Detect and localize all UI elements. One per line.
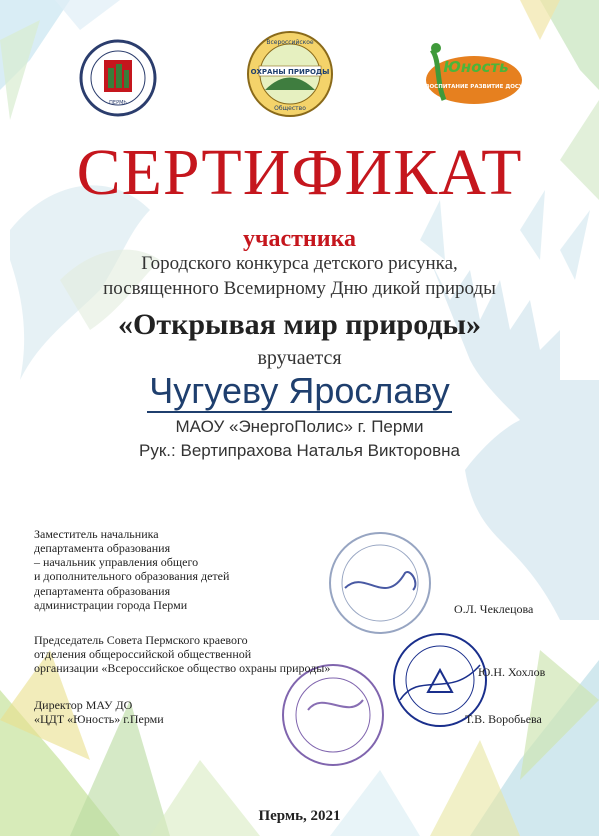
signature-2-line-1: Председатель Совета Пермского краевого bbox=[34, 633, 248, 647]
department-of-education-emblem-icon bbox=[78, 38, 158, 118]
signature-1-line-1: Заместитель начальника bbox=[34, 527, 159, 541]
signature-1-line-6: администрации города Перми bbox=[34, 597, 188, 612]
signature-1-line-4: и дополнительного образования детей bbox=[34, 569, 230, 584]
signature-1-line-5: департамента образования bbox=[34, 583, 171, 598]
awarded-label: вручается bbox=[257, 347, 342, 369]
society-bottom-text: Общество bbox=[274, 105, 306, 112]
signature-1-line-2: департамента образования bbox=[34, 541, 171, 556]
intro-line-1: Городского конкурса детского рисунка, bbox=[141, 253, 458, 274]
participant-label: участника bbox=[242, 226, 357, 252]
certificate-title: СЕРТИФИКАТ bbox=[76, 136, 523, 209]
intro-line-2: посвященного Всемирному Дню дикой природы bbox=[103, 278, 496, 299]
department-education-logo bbox=[78, 38, 158, 118]
signature-3-line-1: Директор МАУ ДО bbox=[34, 698, 133, 712]
recipient-name-text: Чугуеву Ярославу bbox=[149, 370, 450, 411]
yunost-logo bbox=[414, 40, 524, 110]
signature-3-name: Т.В. Воробьева bbox=[465, 712, 542, 726]
yunost-title-text: Юность bbox=[443, 58, 509, 76]
signature-block-3 bbox=[34, 698, 164, 726]
nature-society-logo bbox=[245, 30, 335, 122]
signature-1-name: О.Л. Чеклецова bbox=[454, 602, 534, 616]
signature-2-name: Ю.Н. Хохлов bbox=[478, 665, 546, 679]
contest-name: «Открывая мир природы» bbox=[118, 308, 481, 341]
stamp-yunost bbox=[278, 660, 388, 770]
signature-2-line-3: организации «Всероссийское общество охраны природы» bbox=[34, 661, 331, 676]
signature-block-2 bbox=[34, 633, 330, 675]
signature-1-line-3: – начальник управления общего bbox=[34, 555, 199, 570]
signature-2-line-2: отделения общероссийской общественной bbox=[34, 647, 252, 662]
signature-block-1 bbox=[34, 527, 229, 612]
svg-text:ПЕРМЬ: ПЕРМЬ bbox=[109, 100, 127, 106]
recipient-name bbox=[0, 370, 599, 412]
society-mid-text: ОХРАНЫ ПРИРОДЫ bbox=[250, 68, 330, 76]
yunost-emblem-icon bbox=[414, 40, 524, 110]
school-line: МАОУ «ЭнергоПолис» г. Перми bbox=[175, 417, 424, 436]
society-top-text: Всероссийское bbox=[266, 39, 314, 46]
nature-protection-society-emblem-icon bbox=[245, 30, 335, 122]
footer-city-year: Пермь, 2021 bbox=[258, 808, 341, 824]
leader-line: Рук.: Вертипрахова Наталья Викторовна bbox=[139, 441, 460, 460]
stamp-department bbox=[325, 528, 435, 638]
yunost-sub-text: ВОСПИТАНИЕ РАЗВИТИЕ ДОСУГ bbox=[425, 84, 524, 90]
signature-3-line-2: «ЦДТ «Юность» г.Перми bbox=[34, 712, 164, 727]
